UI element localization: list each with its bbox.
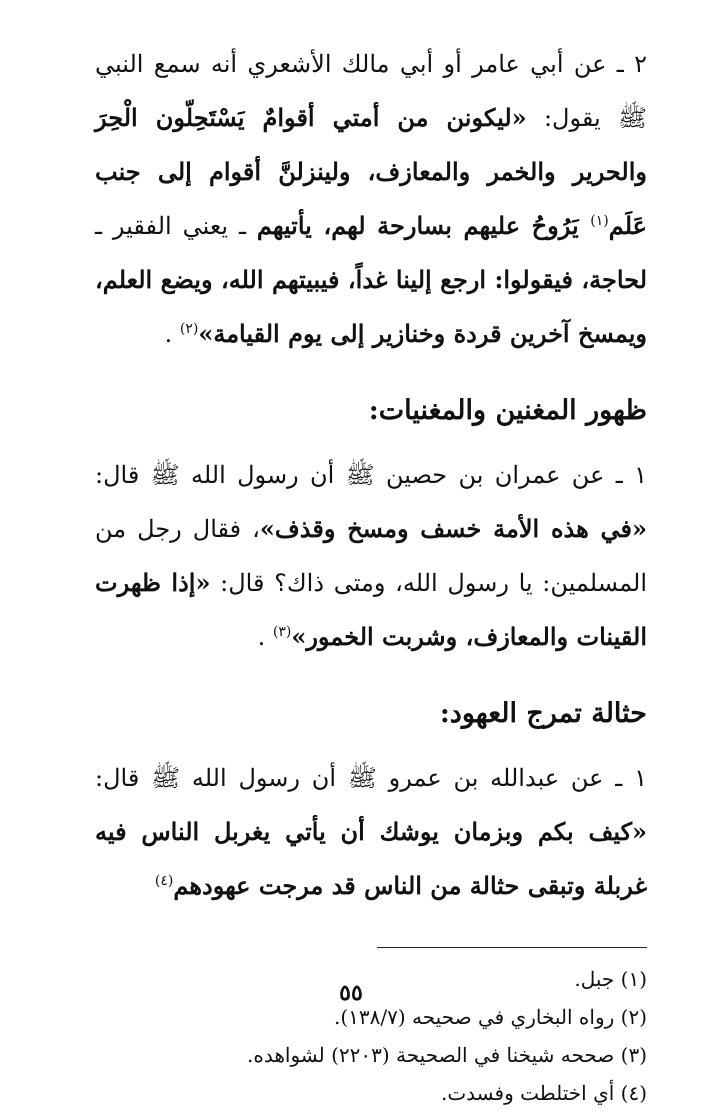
hadith-intro: ١ ـ عن عبدالله بن عمرو ﷺ أن رسول الله ﷺ قال: bbox=[95, 764, 647, 792]
hadith-narration: ، فقال رجل من المسلمين: يا رسول الله، ومتى ذاك؟ قال: bbox=[95, 515, 647, 597]
footnote-ref[interactable]: (٤) bbox=[154, 873, 174, 889]
hadith-paragraph-malik bbox=[95, 38, 647, 361]
footnote-item: (٢) رواه البخاري في صحيحه (١٣٨/٧). bbox=[334, 1005, 647, 1029]
page-number: ٥٥ bbox=[339, 980, 363, 1006]
hadith-text: «إذا ظهرت القينات والمعازف، وشربت الخمور» bbox=[95, 568, 647, 651]
hadith-text: لحاجة، فيقولوا: ارجع إلينا غداً، فيبيتهم الله، ويضع العلم، ويمسخ آخرين قردة وخنازير إلى يوم القيامة» bbox=[95, 265, 647, 348]
footnote-ref[interactable]: (٣) bbox=[272, 624, 292, 640]
hadith-text: «في هذه الأمة خسف ومسخ وقذف» bbox=[259, 514, 647, 543]
hadith-paragraph-abdullah bbox=[95, 752, 647, 913]
hadith-end: . bbox=[257, 623, 273, 651]
hadith-aside: ـ يعني الفقير ـ bbox=[95, 212, 257, 240]
hadith-end: . bbox=[164, 320, 180, 348]
section-heading-singers: ظهور المغنين والمغنيات: bbox=[368, 395, 647, 426]
section-heading-covenants: حثالة تمرج العهود: bbox=[439, 698, 647, 729]
footnote-divider bbox=[377, 947, 647, 948]
footnote-item: (١) جبل. bbox=[574, 967, 647, 991]
page-body bbox=[95, 38, 647, 1112]
hadith-text: يَرُوحُ عليهم بسارحة لهم، يأتيهم bbox=[256, 211, 591, 240]
hadith-text: «ليكونن من أمتي أقوامٌ يَسْتَحِلّون الْحِرَ والحرير والخمر والمعازف، ولينزلنَّ أقوام إلى جنب عَلَم bbox=[95, 103, 647, 240]
hadith-paragraph-imran bbox=[95, 449, 647, 664]
footnote-item: (٣) صححه شيخنا في الصحيحة (٢٢٠٣) لشواهده. bbox=[247, 1043, 647, 1067]
hadith-intro: ٢ ـ عن أبي عامر أو أبي مالك الأشعري أنه سمع النبي ﷺ يقول: bbox=[95, 50, 647, 132]
footnote-ref[interactable]: (١) bbox=[590, 213, 609, 229]
footnote-item: (٤) أي اختلطت وفسدت. bbox=[440, 1081, 647, 1105]
footnote-ref[interactable]: (٢) bbox=[179, 321, 199, 337]
hadith-text: «كيف بكم وبزمان يوشك أن يأتي يغربل الناس فيه غربلة وتبقى حثالة من الناس قد مرجت عهودهم bbox=[95, 817, 647, 900]
hadith-intro: ١ ـ عن عمران بن حصين ﷺ أن رسول الله ﷺ قال: bbox=[95, 461, 647, 489]
